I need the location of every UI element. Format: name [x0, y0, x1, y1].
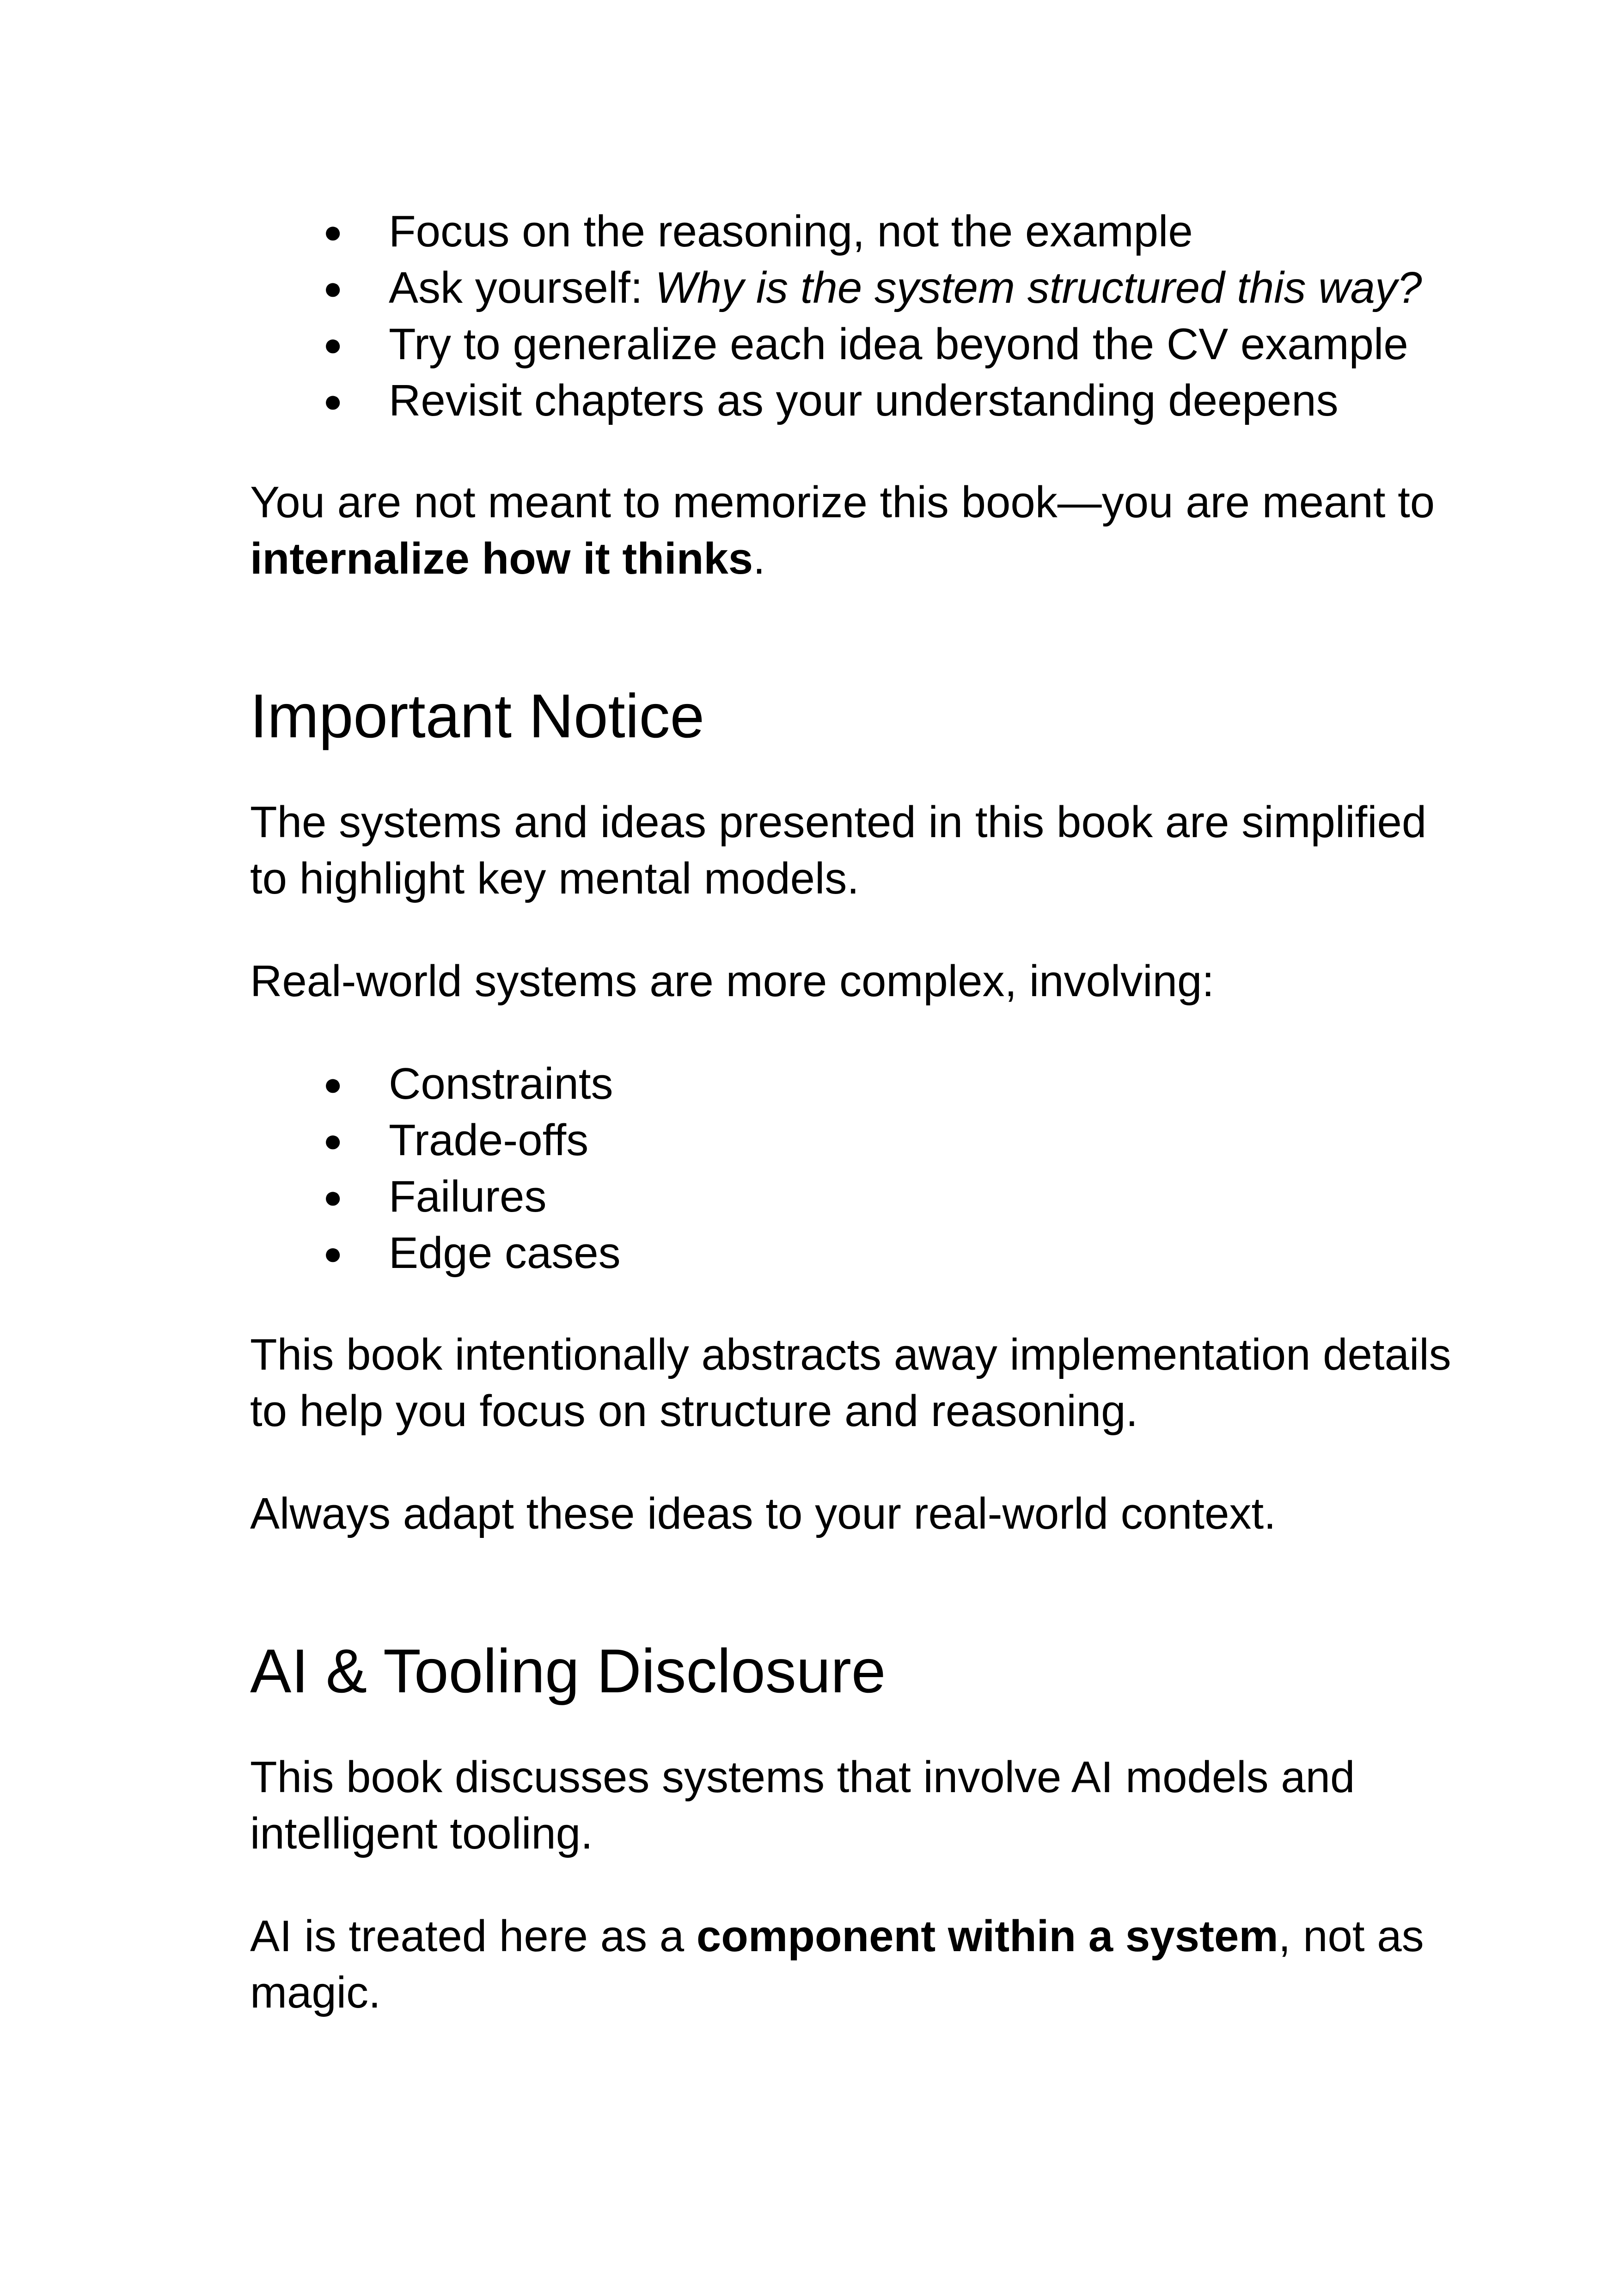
- list-item: [250, 203, 1452, 260]
- bullet-icon: ●: [323, 214, 343, 250]
- list-item: [250, 260, 1452, 316]
- list-item: [250, 316, 1452, 373]
- bullet-icon: ●: [323, 326, 343, 362]
- paragraph-text: , not as: [1278, 1911, 1424, 1961]
- paragraph-line: You are not meant to memorize this book—you are meant to: [250, 478, 1435, 527]
- bullet-icon: ●: [323, 270, 343, 306]
- list-item-prefix: Ask yourself:: [389, 263, 655, 312]
- ai-paragraph-2: [250, 1908, 1452, 2021]
- paragraph-line: to help you focus on structure and reasoning.: [250, 1386, 1138, 1436]
- bold-phrase: internalize how it thinks: [250, 534, 753, 583]
- list-item: [250, 1112, 1452, 1169]
- section-heading-important-notice: Important Notice: [250, 682, 705, 751]
- list-item: [250, 373, 1452, 429]
- document-page: [250, 203, 1452, 2021]
- list-item-text: Revisit chapters as your understanding deepens: [389, 376, 1339, 425]
- section-heading-ai-disclosure: AI & Tooling Disclosure: [250, 1637, 886, 1706]
- paragraph-line: This book intentionally abstracts away implementation details: [250, 1330, 1451, 1379]
- paragraph-line: intelligent tooling.: [250, 1809, 593, 1858]
- notice-paragraph-3: [250, 1327, 1452, 1439]
- list-item-text: Failures: [389, 1172, 547, 1221]
- list-item-text: Edge cases: [389, 1228, 621, 1278]
- notice-paragraph-4: Always adapt these ideas to your real-world context.: [250, 1489, 1276, 1538]
- list-item-text: Try to generalize each idea beyond the CV example: [389, 319, 1408, 369]
- reading-tips-list: [250, 203, 1452, 429]
- paragraph-line: magic.: [250, 1968, 381, 2017]
- list-item: [250, 1056, 1452, 1112]
- paragraph-line: The systems and ideas presented in this book are simplified: [250, 797, 1427, 847]
- bullet-icon: ●: [323, 1066, 343, 1102]
- list-item-text: Focus on the reasoning, not the example: [389, 207, 1193, 256]
- list-item-text: Trade-offs: [389, 1115, 589, 1165]
- complexity-list: [250, 1056, 1452, 1281]
- bullet-icon: ●: [323, 1179, 343, 1215]
- bold-phrase: component within a system: [696, 1911, 1278, 1961]
- paragraph-text: AI is treated here as a: [250, 1911, 697, 1961]
- notice-paragraph-2: Real-world systems are more complex, involving:: [250, 956, 1215, 1006]
- bullet-icon: ●: [323, 383, 343, 419]
- list-item-text: Constraints: [389, 1059, 613, 1108]
- bullet-icon: ●: [323, 1122, 343, 1158]
- paragraph-line: to highlight key mental models.: [250, 854, 860, 903]
- memorize-paragraph: [250, 474, 1452, 587]
- paragraph-line: This book discusses systems that involve AI models and: [250, 1752, 1355, 1802]
- bullet-icon: ●: [323, 1235, 343, 1271]
- ai-paragraph-1: [250, 1749, 1452, 1862]
- notice-paragraph-1: [250, 794, 1452, 907]
- list-item-italic: Why is the system structured this way?: [655, 263, 1422, 312]
- list-item: [250, 1225, 1452, 1281]
- list-item: [250, 1169, 1452, 1225]
- paragraph-end: .: [753, 534, 765, 583]
